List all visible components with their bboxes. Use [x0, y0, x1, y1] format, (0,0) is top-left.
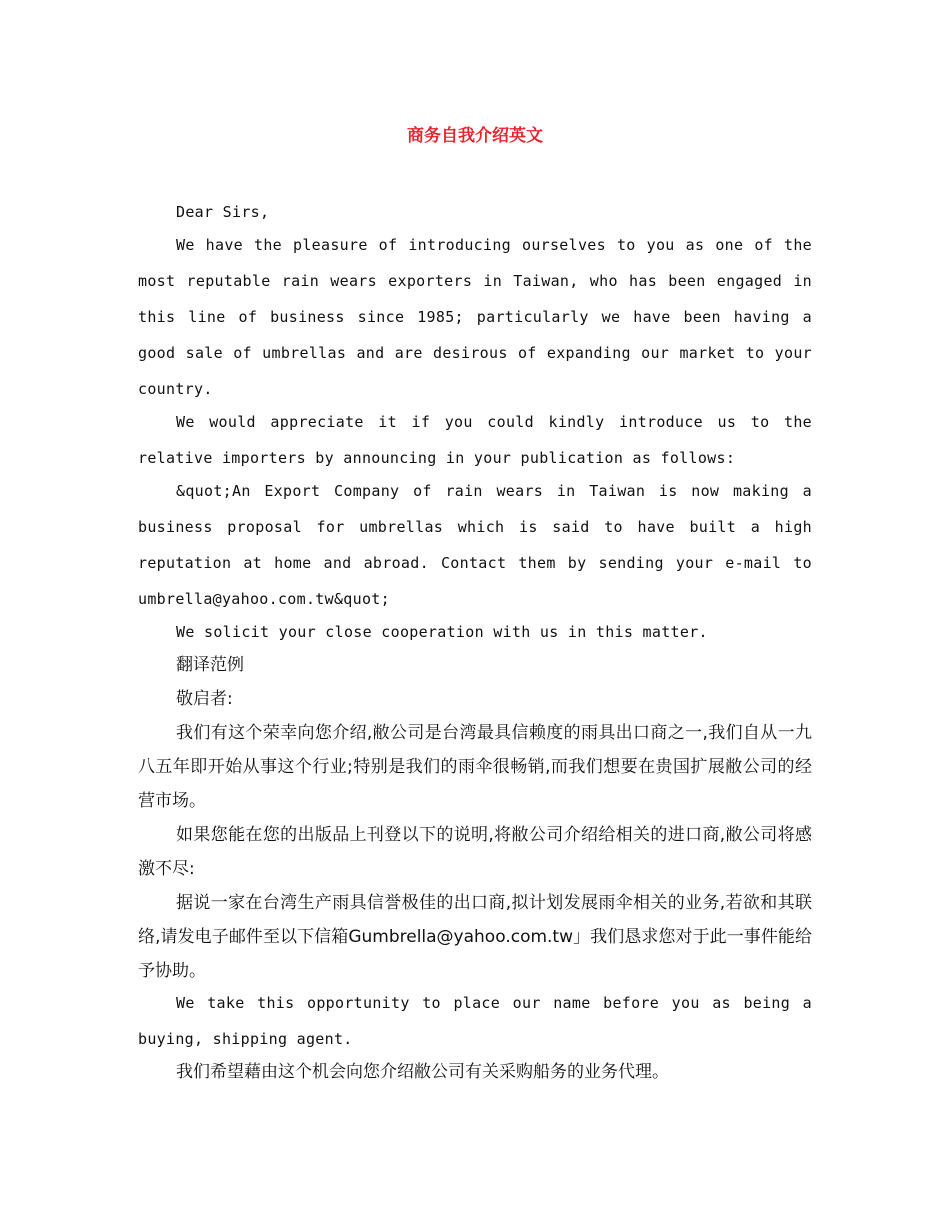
paragraph-zh-request: 如果您能在您的出版品上刊登以下的说明,将敝公司介绍给相关的进口商,敝公司将感激不尽:	[138, 825, 812, 879]
paragraph-closing: We solicit your close cooperation with us in this matter.	[176, 623, 708, 641]
paragraph-announcement: &quot;An Export Company of rain wears in Taiwan is now making a business proposal for umbrellas which is said to have built a high reputation at home and abroad. Contact them by sending your e-mail to umbrella@yahoo.com.tw&quot;	[138, 482, 812, 608]
paragraph-agent-offer: We take this opportunity to place our name before you as being a buying, shipping agent.	[138, 994, 812, 1048]
paragraph-zh-introduction: 我们有这个荣幸向您介绍,敝公司是台湾最具信赖度的雨具出口商之一,我们自从一九八五年即开始从事这个行业;特别是我们的雨伞很畅销,而我们想要在贵国扩展敝公司的经营市场。	[138, 723, 812, 811]
document-title: 商务自我介绍英文	[407, 126, 543, 146]
paragraph-zh-salutation: 敬启者:	[176, 689, 233, 709]
paragraph-zh-announcement: 据说一家在台湾生产雨具信誉极佳的出口商,拟计划发展雨伞相关的业务,若欲和其联络,请发电子邮件至以下信箱Gumbrella@yahoo.com.tw」我们恳求您对于此一事件能给予协助。	[138, 893, 812, 981]
paragraph-introduction: We have the pleasure of introducing ourselves to you as one of the most reputable rain wears exporters in Taiwan, who has been engaged in this line of business since 1985; particularly we have been having a good sale of umbrellas and are desirous of expanding our market to your country.	[138, 236, 812, 398]
document-body	[138, 194, 812, 1089]
paragraph-zh-agent-offer: 我们希望藉由这个机会向您介绍敝公司有关采购船务的业务代理。	[176, 1062, 669, 1082]
paragraph-salutation: Dear Sirs,	[176, 203, 270, 221]
paragraph-translation-heading: 翻译范例	[176, 655, 244, 675]
paragraph-request: We would appreciate it if you could kindly introduce us to the relative importers by announcing in your publication as follows:	[138, 413, 812, 467]
